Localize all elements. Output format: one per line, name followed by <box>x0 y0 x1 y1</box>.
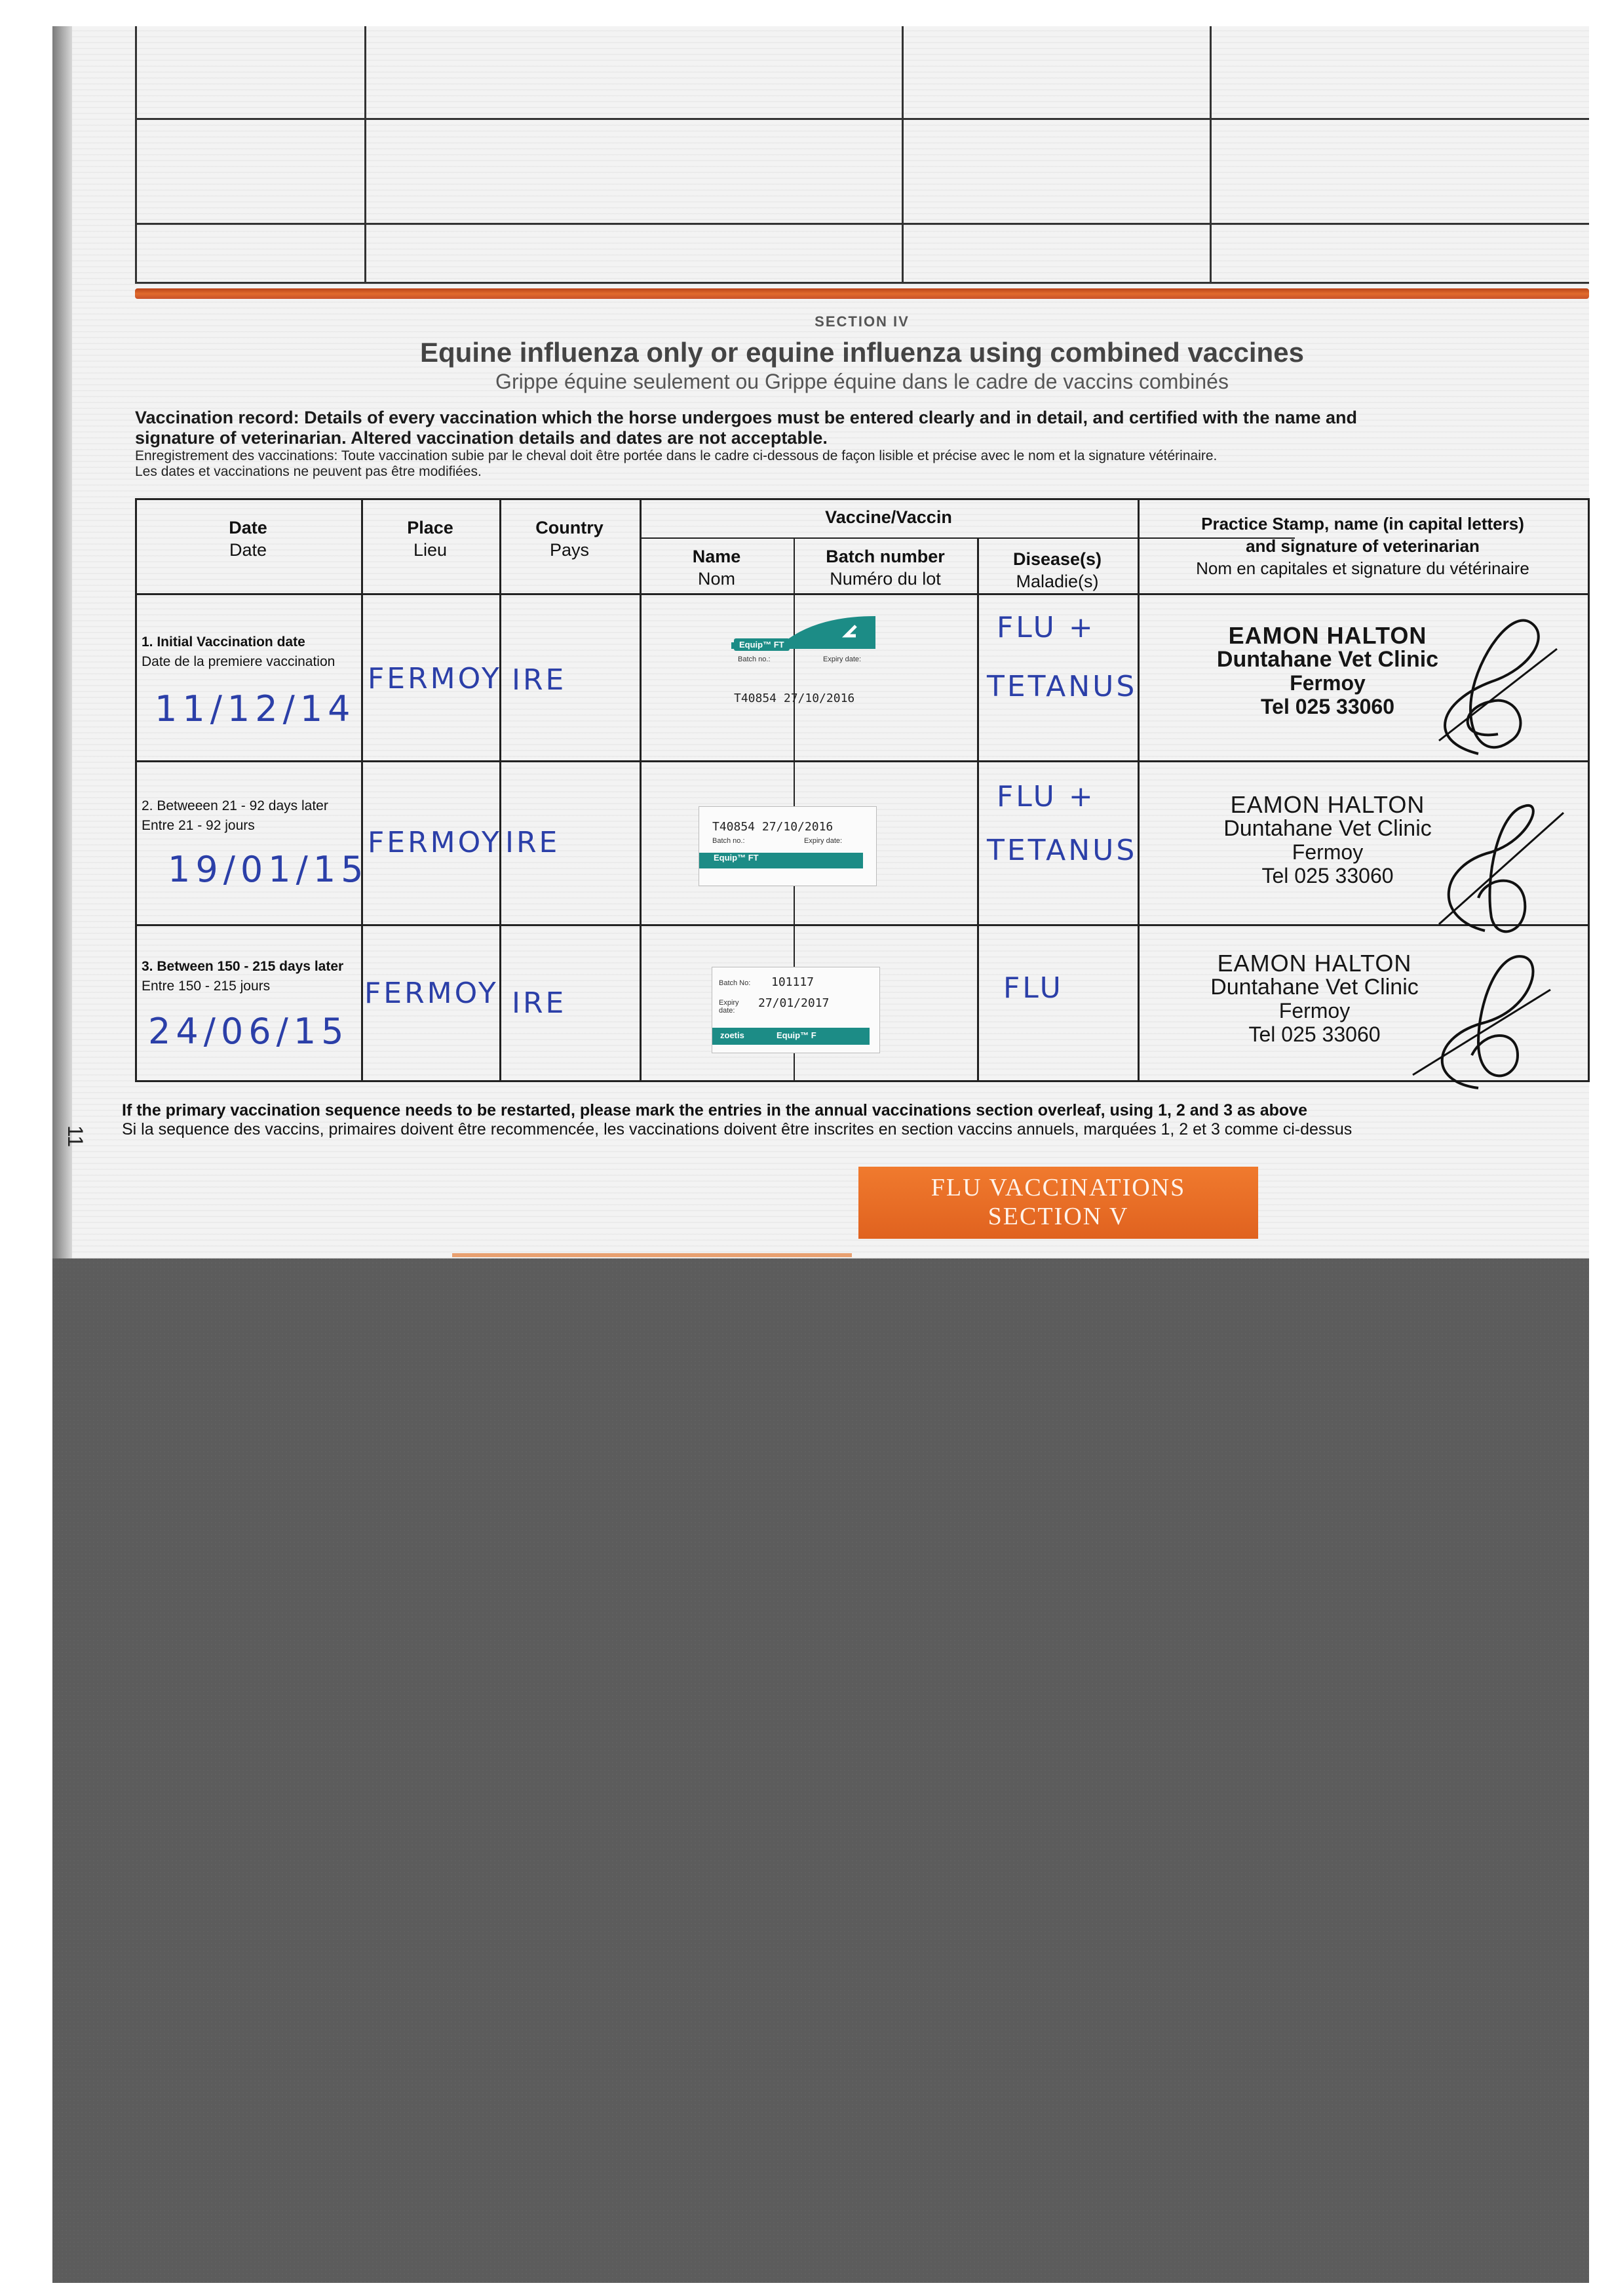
grid-line <box>1588 498 1590 1081</box>
row2-label-en: 2. Betweeen 21 - 92 days later <box>142 798 328 813</box>
header-date-fr: Date <box>229 540 267 560</box>
row1-label <box>142 632 335 672</box>
sticker-brand: Equip™ FT <box>714 853 759 863</box>
row2-vaccine-sticker <box>699 806 877 886</box>
section-tab-line2: SECTION V <box>988 1203 1129 1230</box>
sticker-band-shape <box>725 610 889 662</box>
header-place <box>361 516 499 561</box>
stamp-clinic: Duntahane Vet Clinic <box>1223 816 1432 841</box>
header-name-fr: Nom <box>697 569 735 589</box>
header-vaccine <box>640 506 1138 528</box>
restart-note <box>122 1101 1524 1139</box>
stamp-town: Fermoy <box>1292 840 1364 864</box>
grid-line <box>135 498 1590 500</box>
row2-place: FERMOY <box>368 826 502 859</box>
grid-line <box>364 26 366 283</box>
row2-date: 19/01/15 <box>168 849 369 890</box>
grid-line <box>361 498 363 1081</box>
section-label: SECTION IV <box>815 313 910 330</box>
sticker-brand: Equip™ FT <box>734 638 790 651</box>
row1-signature <box>1400 610 1570 767</box>
stamp-town: Fermoy <box>1278 999 1351 1022</box>
row3-label-en: 3. Between 150 - 215 days later <box>142 959 344 974</box>
row2-signature <box>1413 787 1577 944</box>
sticker-maker: zoetis <box>720 1030 744 1040</box>
stamp-town: Fermoy <box>1290 671 1366 695</box>
row1-date: 11/12/14 <box>155 688 356 730</box>
row1-label-en: 1. Initial Vaccination date <box>142 634 305 650</box>
sticker-expiry: 27/10/2016 <box>761 820 834 834</box>
row3-place: FERMOY <box>364 977 499 1010</box>
grid-line <box>135 26 137 283</box>
row3-date: 24/06/15 <box>148 1011 349 1052</box>
sticker-batch: 101117 <box>771 975 815 989</box>
page-number: 11 <box>64 1125 88 1148</box>
section-title-en: Equine influenza only or equine influenza using combined vaccines <box>420 337 1304 368</box>
row3-label-fr: Entre 150 - 215 jours <box>142 979 271 994</box>
stamp-name: EAMON HALTON <box>1230 791 1425 818</box>
row2-country: IRE <box>505 826 560 859</box>
stamp-clinic: Duntahane Vet Clinic <box>1210 975 1419 1000</box>
vaccination-table <box>135 498 1590 1081</box>
grid-line <box>135 282 1589 284</box>
stamp-clinic: Duntahane Vet Clinic <box>1216 647 1439 672</box>
grid-line <box>135 1080 1590 1082</box>
grid-line <box>135 498 137 1081</box>
row2-label <box>142 796 328 836</box>
header-batch-fr: Numéro du lot <box>830 569 941 589</box>
tab-edge-strip <box>452 1253 852 1257</box>
intro-fr-line1: Enregistrement des vaccinations: Toute vaccination subie par le cheval doit être portée dans le cadre ci-dessous de façon lisible et précise avec le nom et la signature vétérinaire. <box>135 448 1218 463</box>
header-name <box>640 545 794 590</box>
section-tab-line1: FLU VACCINATIONS <box>931 1174 1186 1201</box>
header-place-en: Place <box>407 518 453 537</box>
grid-line <box>902 26 904 283</box>
header-country <box>499 516 640 561</box>
grid-line <box>977 537 979 1081</box>
grid-line <box>135 924 1590 926</box>
row1-disease-2: TETANUS <box>987 670 1138 703</box>
row1-country: IRE <box>512 663 567 697</box>
row1-label-fr: Date de la premiere vaccination <box>142 654 336 669</box>
section-title-fr: Grippe équine seulement ou Grippe équine dans le cadre de vaccins combinés <box>495 370 1229 393</box>
grid-line <box>499 498 501 1081</box>
sticker-batch: T40854 <box>734 691 777 705</box>
header-vaccine-en: Vaccine/Vaccin <box>825 507 952 527</box>
header-batch <box>794 545 977 590</box>
header-practice-en1: Practice Stamp, name (in capital letters) <box>1201 514 1524 534</box>
header-place-fr: Lieu <box>413 540 448 560</box>
header-practice-fr: Nom en capitales et signature du vétérinaire <box>1196 558 1529 578</box>
row1-vaccine-sticker <box>725 610 889 734</box>
page-binding-shadow <box>52 26 72 1258</box>
intro-en-line1: Vaccination record: Details of every vaccination which the horse undergoes must be entered clearly and in detail, and certified with the name and <box>135 408 1358 427</box>
sticker-batch-label: Batch No: <box>719 979 751 987</box>
grid-line <box>135 223 1589 225</box>
grid-line <box>135 118 1589 120</box>
stamp-tel: Tel 025 33060 <box>1260 695 1394 718</box>
row3-disease-1: FLU <box>1003 971 1064 1005</box>
sticker-batch-label: Batch no.: <box>712 837 745 845</box>
grid-line <box>135 593 1590 595</box>
intro-en-line2: signature of veterinarian. Altered vaccination details and dates are not acceptable. <box>135 428 828 448</box>
row3-label <box>142 957 343 996</box>
row3-country: IRE <box>512 986 567 1020</box>
sticker-batch-expiry <box>734 691 854 705</box>
previous-table-fragment <box>135 26 1589 283</box>
restart-note-fr: Si la sequence des vaccins, primaires doivent être recommencée, les vaccinations doivent être inscrites en section vaccins annuels, marquées 1, 2 et 3 comme ci-dessus <box>122 1120 1353 1138</box>
row2-label-fr: Entre 21 - 92 jours <box>142 818 255 833</box>
row1-place: FERMOY <box>368 662 502 695</box>
sticker-batch: T40854 <box>712 820 756 834</box>
sticker-batch-label: Batch no.: <box>738 655 771 663</box>
sticker-expiry: 27/10/2016 <box>783 691 855 705</box>
sticker-expiry: 27/01/2017 <box>758 996 830 1010</box>
row2-disease-2: TETANUS <box>987 834 1138 867</box>
header-practice <box>1138 513 1588 579</box>
sticker-batch-expiry <box>712 820 833 834</box>
sticker-brand: Equip™ F <box>777 1030 816 1040</box>
row3-vaccine-sticker <box>712 967 880 1053</box>
header-disease-en: Disease(s) <box>1012 549 1102 569</box>
row3-signature <box>1393 944 1570 1101</box>
grid-line <box>1210 26 1212 283</box>
orange-divider <box>135 288 1589 299</box>
sticker-expiry-label: Expiry date: <box>719 999 739 1015</box>
header-date-en: Date <box>229 518 267 537</box>
grid-line <box>135 760 1590 762</box>
row2-disease-1: FLU + <box>997 780 1096 813</box>
stamp-tel: Tel 025 33060 <box>1261 864 1394 887</box>
header-batch-en: Batch number <box>826 547 945 566</box>
header-date <box>135 516 361 561</box>
intro-text <box>135 408 1590 480</box>
stamp-name: EAMON HALTON <box>1217 950 1412 977</box>
restart-note-en: If the primary vaccination sequence needs to be restarted, please mark the entries in the annual vaccinations section overleaf, using 1, 2 and 3 as above <box>122 1101 1307 1119</box>
header-disease <box>977 548 1138 593</box>
section-tab <box>858 1167 1258 1239</box>
stamp-tel: Tel 025 33060 <box>1248 1022 1381 1046</box>
sticker-expiry-label: Expiry date: <box>804 837 843 845</box>
row1-disease-1: FLU + <box>997 611 1096 644</box>
grid-line <box>1138 498 1140 1081</box>
section-heading <box>135 313 1589 394</box>
header-practice-en2: and signature of veterinarian <box>1246 536 1480 556</box>
header-disease-fr: Maladie(s) <box>1016 572 1099 591</box>
header-country-fr: Pays <box>549 540 590 560</box>
intro-fr-line2: Les dates et vaccinations ne peuvent pas être modifiées. <box>135 464 482 479</box>
header-name-en: Name <box>692 547 741 566</box>
sticker-expiry-label: Expiry date: <box>823 655 862 663</box>
header-country-en: Country <box>535 518 604 537</box>
stamp-name: EAMON HALTON <box>1228 622 1427 649</box>
